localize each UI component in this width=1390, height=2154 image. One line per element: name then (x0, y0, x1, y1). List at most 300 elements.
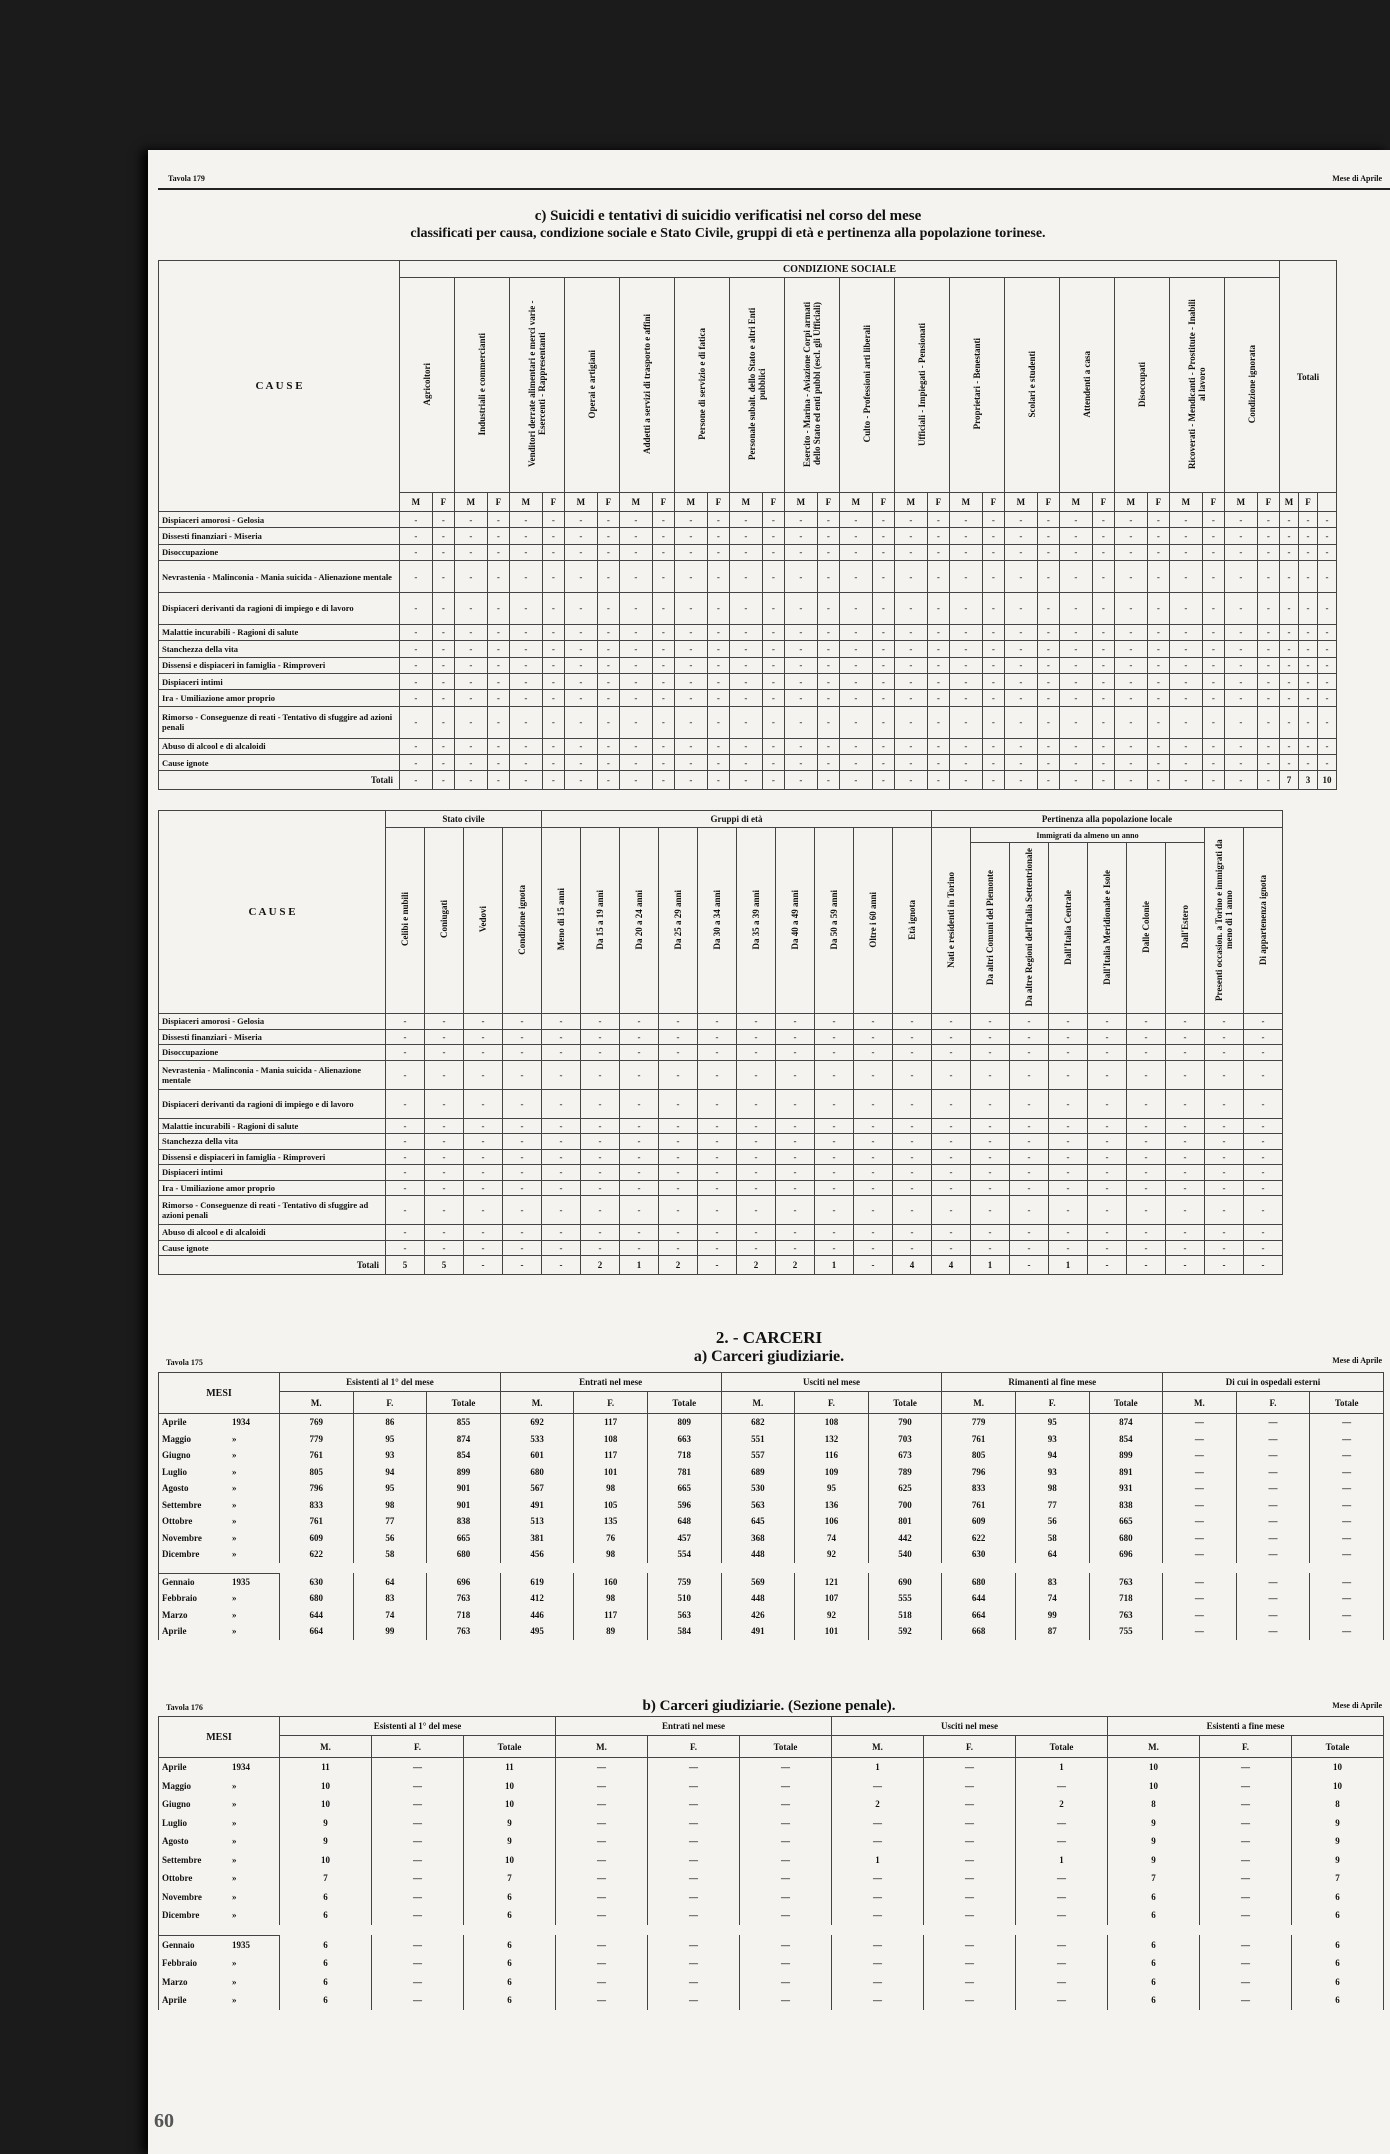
table-row (159, 1029, 1283, 1045)
table-row (159, 544, 1337, 560)
data-cell: - (425, 1149, 464, 1165)
mf-header: M (1115, 493, 1148, 512)
data-cell: - (971, 1196, 1010, 1225)
data-cell: — (832, 1777, 924, 1796)
data-cell: 567 (500, 1480, 574, 1497)
data-cell: - (1244, 1165, 1283, 1181)
data-cell: 74 (1015, 1590, 1089, 1607)
data-cell: - (425, 1060, 464, 1089)
data-cell: - (932, 1134, 971, 1150)
data-cell: - (1115, 528, 1148, 544)
data-cell: - (854, 1060, 893, 1089)
data-cell: - (815, 1014, 854, 1030)
stato-col-label: Meno di 15 anni (556, 888, 566, 951)
immigrati-col-label: Da altri Comuni del Piemonte (985, 869, 995, 985)
table-row (159, 641, 1337, 657)
data-cell: 665 (1089, 1513, 1163, 1530)
mese-anno: » (232, 1910, 237, 1921)
condizione-col-label: Addetti a servizi di trasporto e affini (642, 314, 652, 454)
data-cell: - (1049, 1045, 1088, 1061)
data-cell: — (556, 1954, 648, 1973)
data-cell: - (698, 1134, 737, 1150)
data-cell: - (1318, 754, 1337, 770)
data-cell: - (542, 1060, 581, 1089)
data-cell: - (542, 528, 564, 544)
data-cell: 644 (280, 1607, 354, 1624)
data-cell: - (737, 1165, 776, 1181)
data-cell: - (1037, 754, 1059, 770)
data-cell: - (785, 528, 818, 544)
data-cell: - (762, 624, 784, 640)
data-cell: - (1088, 1180, 1127, 1196)
data-cell: 99 (353, 1623, 427, 1640)
data-cell: - (776, 1180, 815, 1196)
immigrati-col-label: Dall'Italia Meridionale e Isole (1102, 869, 1112, 985)
data-cell: - (785, 738, 818, 754)
data-cell: - (542, 1240, 581, 1256)
data-cell: - (1225, 738, 1258, 754)
mf-header: M (400, 493, 433, 512)
data-cell: 763 (427, 1623, 501, 1640)
data-cell: - (950, 754, 983, 770)
data-cell: - (1088, 1014, 1127, 1030)
table-row (159, 1014, 1283, 1030)
section-subtitle-b: b) Carceri giudiziarie. (Sezione penale). (642, 1698, 896, 1714)
data-cell: - (1225, 706, 1258, 738)
data-cell: - (1225, 544, 1258, 560)
immigrati-col-header (1049, 843, 1088, 1014)
data-cell: - (565, 512, 598, 528)
data-cell: - (400, 528, 433, 544)
data-cell: — (1200, 1869, 1292, 1888)
data-cell: - (1205, 1196, 1244, 1225)
data-cell: - (1092, 690, 1114, 706)
totali-row-label: Totali (159, 1256, 386, 1275)
mf-header: F (1202, 493, 1224, 512)
data-cell: - (1166, 1165, 1205, 1181)
data-cell: - (1088, 1089, 1127, 1118)
data-cell: - (1244, 1045, 1283, 1061)
table-row (159, 1414, 1384, 1431)
data-cell: - (1280, 673, 1299, 689)
data-cell: — (740, 1869, 832, 1888)
stato-col-header (776, 828, 815, 1014)
data-cell: - (542, 1149, 581, 1165)
data-cell: - (652, 544, 674, 560)
table-row (159, 1888, 1384, 1907)
mese-cell (159, 1758, 280, 1777)
table-row (159, 561, 1337, 593)
data-cell: - (652, 657, 674, 673)
data-cell: 6 (1292, 1991, 1384, 2010)
mese-name: Aprile (162, 1417, 187, 1428)
data-cell: - (455, 528, 488, 544)
data-cell: — (740, 1906, 832, 1925)
data-cell: — (556, 1935, 648, 1954)
data-cell: - (840, 512, 873, 528)
table-row (159, 1118, 1283, 1134)
mese-anno: » (232, 1593, 237, 1604)
data-cell: - (1037, 592, 1059, 624)
data-cell: — (740, 1851, 832, 1870)
data-cell: - (1202, 657, 1224, 673)
data-cell: 619 (500, 1573, 574, 1590)
mese-cell (159, 1888, 280, 1907)
data-cell: - (597, 512, 619, 528)
data-cell: - (1127, 1060, 1166, 1089)
data-cell: - (730, 673, 763, 689)
data-cell: — (740, 1954, 832, 1973)
data-cell: - (510, 657, 543, 673)
data-cell: - (762, 528, 784, 544)
data-cell: - (620, 561, 653, 593)
data-cell: - (895, 771, 928, 790)
data-cell: - (1280, 544, 1299, 560)
data-cell: - (982, 706, 1004, 738)
data-cell: — (832, 1991, 924, 2010)
total-cell: - (464, 1256, 503, 1275)
data-cell: - (1205, 1060, 1244, 1089)
data-cell: - (597, 561, 619, 593)
data-cell: - (1092, 754, 1114, 770)
data-cell: — (556, 1814, 648, 1833)
mese-anno: » (232, 1466, 237, 1477)
data-cell: - (730, 592, 763, 624)
data-cell: - (1005, 561, 1038, 593)
data-cell: - (872, 561, 894, 593)
stato-col-header (932, 828, 971, 1014)
data-cell: - (730, 544, 763, 560)
condizione-col-header (620, 278, 675, 493)
mese-name: Gennaio (162, 1939, 195, 1950)
totals-row (159, 771, 1337, 790)
data-cell: — (372, 1973, 464, 1992)
data-cell: 6 (280, 1906, 372, 1925)
stato-col-header (464, 828, 503, 1014)
data-cell: - (565, 771, 598, 790)
data-cell: - (950, 592, 983, 624)
totali-row-label: Totali (159, 771, 400, 790)
table-row (159, 512, 1337, 528)
data-cell: - (1280, 528, 1299, 544)
data-cell: - (652, 673, 674, 689)
data-cell: — (1163, 1414, 1237, 1431)
data-cell: - (386, 1196, 425, 1225)
sub-header: Totale (740, 1736, 832, 1758)
sub-header: F. (924, 1736, 1016, 1758)
data-cell: 99 (1015, 1607, 1089, 1624)
data-cell: 11 (280, 1758, 372, 1777)
data-cell: - (659, 1225, 698, 1241)
data-cell: - (1170, 528, 1203, 544)
page-number: 60 (154, 2110, 174, 2132)
data-cell: — (832, 1832, 924, 1851)
data-cell: — (1200, 1795, 1292, 1814)
mese-anno: 1935 (232, 1576, 250, 1587)
cause-label: Stanchezza della vita (159, 1134, 386, 1150)
sub-header: Totale (1016, 1736, 1108, 1758)
table-row (159, 1869, 1384, 1888)
mese-anno: 1935 (232, 1939, 250, 1950)
data-cell: 761 (280, 1447, 354, 1464)
data-cell: - (581, 1089, 620, 1118)
data-cell: 95 (1015, 1414, 1089, 1431)
data-cell: - (1010, 1014, 1049, 1030)
data-cell: 530 (721, 1480, 795, 1497)
data-cell: - (927, 771, 949, 790)
data-cell: - (620, 1029, 659, 1045)
data-cell: - (542, 738, 564, 754)
mese-name: Marzo (162, 1976, 188, 1987)
immigrati-col-label: Dall'Italia Centrale (1063, 889, 1073, 965)
data-cell: - (737, 1196, 776, 1225)
stato-col-header (659, 828, 698, 1014)
data-cell: - (386, 1149, 425, 1165)
data-cell: - (982, 673, 1004, 689)
data-cell: - (762, 561, 784, 593)
data-cell: 135 (574, 1513, 648, 1530)
table-row (159, 1497, 1384, 1514)
data-cell: — (1200, 1777, 1292, 1796)
table-row (159, 690, 1337, 706)
data-cell: 6 (280, 1935, 372, 1954)
data-cell: — (832, 1954, 924, 1973)
data-cell: — (556, 1973, 648, 1992)
mese-cell (159, 1851, 280, 1870)
sub-header: Totale (464, 1736, 556, 1758)
data-cell: — (740, 1888, 832, 1907)
data-cell: - (932, 1240, 971, 1256)
data-cell: - (542, 544, 564, 560)
total-cell: - (1010, 1256, 1049, 1275)
data-cell: - (707, 771, 729, 790)
data-cell: - (1257, 657, 1279, 673)
data-cell: - (1299, 706, 1318, 738)
data-cell: - (400, 690, 433, 706)
stato-col-label: Da 35 a 39 anni (751, 889, 761, 950)
mf-header: M (730, 493, 763, 512)
stato-col-label: Presenti occasion. a Torino e immigrati da meno di 1 anno (1214, 838, 1234, 1001)
data-cell: - (895, 706, 928, 738)
condizione-col-label: Disoccupati (1137, 361, 1147, 407)
data-cell: — (740, 1832, 832, 1851)
data-cell: - (776, 1029, 815, 1045)
data-cell: - (675, 771, 708, 790)
data-cell: 94 (1015, 1447, 1089, 1464)
data-cell: - (1257, 706, 1279, 738)
data-cell: - (542, 1089, 581, 1118)
data-cell: — (1236, 1447, 1310, 1464)
data-cell: - (698, 1180, 737, 1196)
mese-anno: » (232, 1836, 237, 1847)
data-cell: - (698, 1060, 737, 1089)
data-cell: 160 (574, 1573, 648, 1590)
data-cell: - (503, 1060, 542, 1089)
table-row (159, 1149, 1283, 1165)
data-cell: - (565, 561, 598, 593)
mese-anno: 1934 (232, 1762, 250, 1773)
data-cell: — (832, 1888, 924, 1907)
data-cell: — (1163, 1607, 1237, 1624)
mese-cell (159, 1935, 280, 1954)
pertinenza-group: Pertinenza alla popolazione locale (932, 811, 1283, 828)
mf-header: M (675, 493, 708, 512)
data-cell: - (1166, 1045, 1205, 1061)
data-cell: - (542, 592, 564, 624)
data-cell: - (1166, 1029, 1205, 1045)
data-cell: 622 (280, 1546, 354, 1563)
data-cell: — (1016, 1869, 1108, 1888)
data-cell: - (872, 544, 894, 560)
data-cell: - (854, 1180, 893, 1196)
data-cell: - (1115, 738, 1148, 754)
data-cell: - (1005, 512, 1038, 528)
data-cell: 801 (868, 1513, 942, 1530)
data-cell: - (698, 1149, 737, 1165)
mese-name: Aprile (162, 1626, 187, 1637)
sub-header: M. (556, 1736, 648, 1758)
data-cell: - (432, 641, 454, 657)
data-cell: 838 (427, 1513, 501, 1530)
data-cell: 518 (868, 1607, 942, 1624)
data-cell: - (659, 1196, 698, 1225)
data-cell: 94 (353, 1464, 427, 1481)
data-cell: - (1170, 771, 1203, 790)
data-cell: - (1060, 561, 1093, 593)
data-cell: - (1037, 690, 1059, 706)
data-cell: — (1016, 1991, 1108, 2010)
data-cell: - (652, 561, 674, 593)
data-cell: - (776, 1240, 815, 1256)
data-cell: - (893, 1134, 932, 1150)
data-cell: 6 (1108, 1888, 1200, 1907)
data-cell: 121 (795, 1573, 869, 1590)
data-cell: 89 (574, 1623, 648, 1640)
data-cell: — (1236, 1623, 1310, 1640)
condizione-col-label: Esercito - Marina - Aviazione Corpi armati dello Stato ed enti pubbl (escl. gli Ufficiali) (802, 301, 822, 467)
mese-anno: » (232, 1780, 237, 1791)
data-cell: - (432, 528, 454, 544)
data-cell: - (1170, 512, 1203, 528)
data-cell: — (1200, 1954, 1292, 1973)
data-cell: 622 (942, 1530, 1016, 1547)
data-cell: 491 (500, 1497, 574, 1514)
data-cell: - (455, 771, 488, 790)
data-cell: - (927, 738, 949, 754)
data-cell: - (652, 754, 674, 770)
data-cell: - (1010, 1196, 1049, 1225)
data-cell: - (1299, 624, 1318, 640)
data-cell: - (971, 1089, 1010, 1118)
data-cell: — (372, 1991, 464, 2010)
data-cell: - (1037, 624, 1059, 640)
data-cell: 9 (1292, 1851, 1384, 1870)
data-cell: — (924, 1991, 1016, 2010)
data-cell: 2 (1016, 1795, 1108, 1814)
table-row (159, 528, 1337, 544)
data-cell: - (542, 1180, 581, 1196)
data-cell: 2 (832, 1795, 924, 1814)
data-cell: 540 (868, 1546, 942, 1563)
tavola-175-label: Tavola 175 (166, 1358, 203, 1367)
data-cell: - (840, 544, 873, 560)
mese-cell (159, 1795, 280, 1814)
data-cell: 93 (1015, 1464, 1089, 1481)
data-cell: - (1092, 624, 1114, 640)
mese-cell (159, 1777, 280, 1796)
data-cell: 1 (1016, 1851, 1108, 1870)
data-cell: — (1163, 1497, 1237, 1514)
data-cell: - (1060, 544, 1093, 560)
data-cell: - (1318, 657, 1337, 673)
data-cell: - (817, 528, 839, 544)
data-cell: - (1202, 561, 1224, 593)
data-cell: - (707, 657, 729, 673)
data-cell: — (1200, 1888, 1292, 1907)
data-cell: - (400, 771, 433, 790)
data-cell: 10 (280, 1777, 372, 1796)
data-cell: - (487, 592, 509, 624)
data-cell: - (730, 738, 763, 754)
data-cell: - (815, 1196, 854, 1225)
data-cell: — (1016, 1954, 1108, 1973)
data-cell: - (927, 673, 949, 689)
data-cell: 680 (1089, 1530, 1163, 1547)
data-cell: - (895, 512, 928, 528)
table-row (159, 1973, 1384, 1992)
data-cell: - (1257, 738, 1279, 754)
data-cell: - (1257, 512, 1279, 528)
mf-header: F (1257, 493, 1279, 512)
data-cell: - (565, 738, 598, 754)
data-cell: 680 (942, 1573, 1016, 1590)
data-cell: 6 (280, 1954, 372, 1973)
data-cell: - (1257, 754, 1279, 770)
data-cell: - (597, 706, 619, 738)
data-cell: - (698, 1029, 737, 1045)
data-cell: - (652, 592, 674, 624)
data-cell: 446 (500, 1607, 574, 1624)
cause-condizione-grid (158, 260, 1337, 790)
data-cell: - (895, 528, 928, 544)
data-cell: - (455, 512, 488, 528)
totals-row (159, 1256, 1283, 1275)
data-cell: - (675, 641, 708, 657)
data-cell: - (785, 754, 818, 770)
mese-name: Gennaio (162, 1576, 195, 1587)
data-cell: - (386, 1225, 425, 1241)
table-row (159, 1954, 1384, 1973)
data-cell: - (432, 592, 454, 624)
condizione-col-label: Persone di servizio e di fatica (697, 328, 707, 440)
mese-cell (159, 1447, 280, 1464)
data-cell: — (648, 1758, 740, 1777)
data-cell: - (1205, 1089, 1244, 1118)
data-cell: - (1115, 673, 1148, 689)
data-cell: 132 (795, 1431, 869, 1448)
data-cell: 855 (427, 1414, 501, 1431)
data-cell: - (895, 624, 928, 640)
data-cell: - (510, 706, 543, 738)
data-cell: - (1005, 592, 1038, 624)
data-cell: - (950, 690, 983, 706)
mese-cell (159, 1607, 280, 1624)
data-cell: 805 (280, 1464, 354, 1481)
data-cell: - (698, 1165, 737, 1181)
data-cell: - (675, 738, 708, 754)
data-cell: - (425, 1045, 464, 1061)
data-cell: - (1202, 544, 1224, 560)
